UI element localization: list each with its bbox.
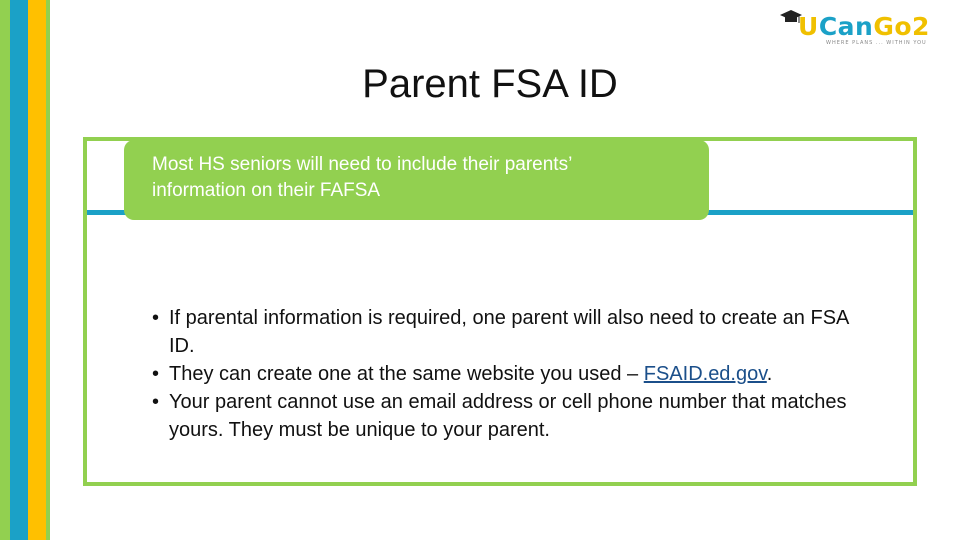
bullet-text: If parental information is required, one parent will also need to create an FSA ID. <box>169 307 849 357</box>
callout-line-1: Most HS seniors will need to include their parents’ <box>152 154 573 175</box>
bullet-item <box>152 304 872 360</box>
logo-wordmark <box>798 12 930 41</box>
logo-word-u: U <box>798 12 819 41</box>
logo-word-go2: Go2 <box>873 12 930 41</box>
bullet-marker: • <box>152 391 160 413</box>
bullet-text-end: . <box>766 363 773 385</box>
callout-line-2: information on their FAFSA <box>152 180 381 201</box>
logo-word-can: Can <box>818 12 874 41</box>
bullet-text: They can create one at the same website you used – <box>169 363 644 385</box>
page-title: Parent FSA ID <box>362 62 618 106</box>
callout-box <box>124 140 709 220</box>
bullet-marker: • <box>152 363 160 385</box>
bullet-item <box>152 360 872 388</box>
bullet-text: Your parent cannot use an email address or cell phone number that matches yours. They must be unique to your parent. <box>169 391 847 441</box>
bullet-list <box>152 304 872 444</box>
bullet-marker: • <box>152 307 160 329</box>
fsaid-link[interactable]: FSAID.ed.gov <box>643 363 767 385</box>
bullet-item <box>152 388 872 444</box>
ucango2-logo <box>780 10 940 50</box>
logo-tagline: WHERE PLANS ... WITHIN YOU <box>826 40 927 46</box>
